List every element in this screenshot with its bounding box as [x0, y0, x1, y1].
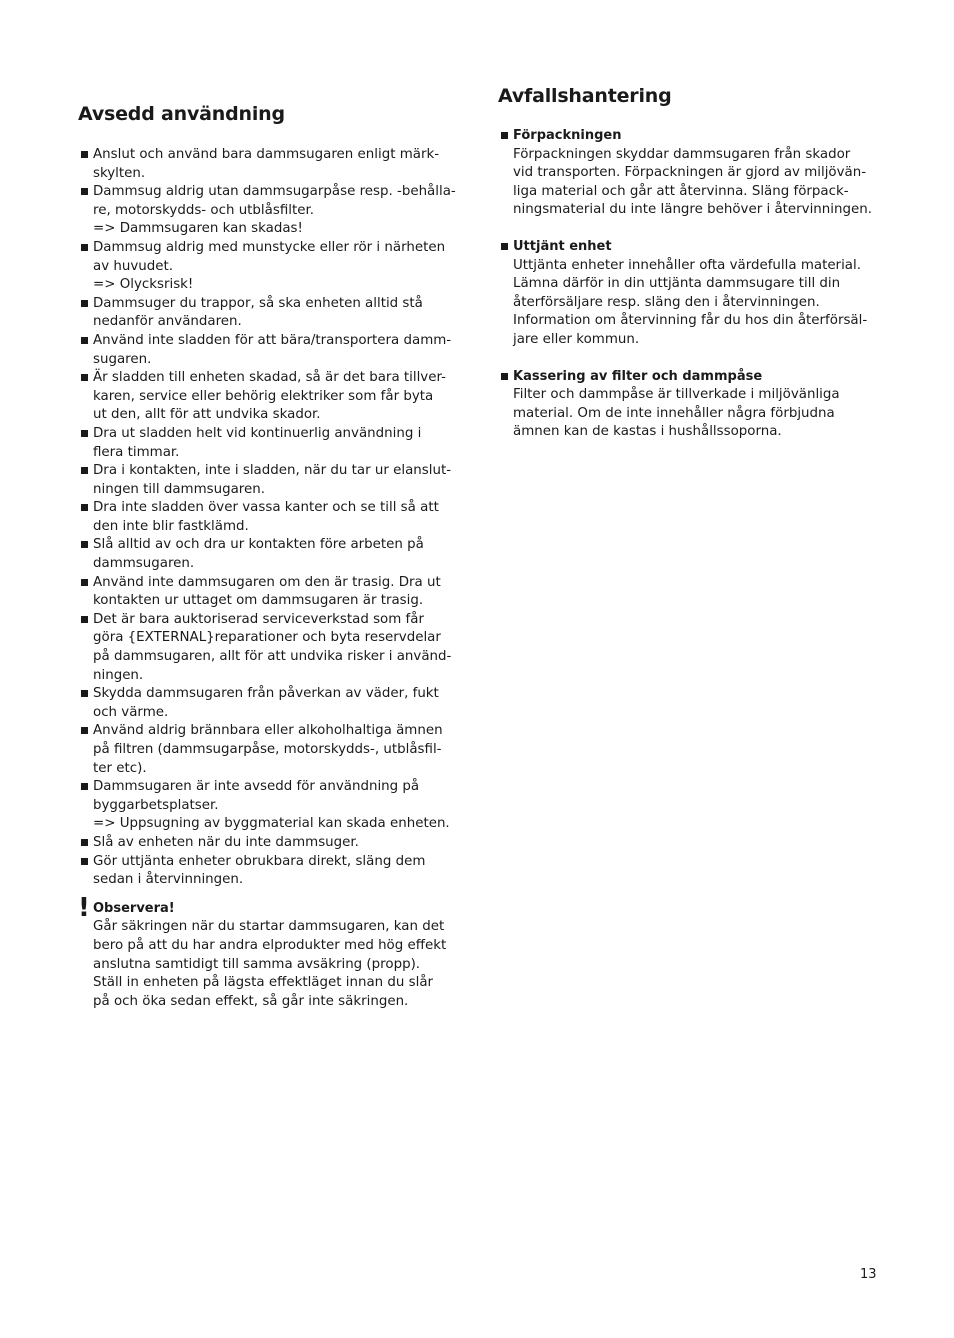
list-item: [78, 853, 463, 890]
intended-use-column: [78, 102, 463, 1011]
list-item-text: Slå av enheten när du inte dammsuger.: [93, 834, 359, 850]
bullet-square-icon: [81, 337, 88, 344]
list-item-text: Dammsuger du trappor, så ska enheten alltid stå nedanför användaren.: [93, 295, 423, 330]
list-item-text: Gör uttjänta enheter obrukbara direkt, släng dem sedan i återvinningen.: [93, 853, 426, 888]
bullet-square-icon: [501, 243, 508, 250]
bullet-square-icon: [81, 839, 88, 846]
bullet-square-icon: [81, 188, 88, 195]
list-item: [78, 295, 463, 332]
list-item: [78, 239, 463, 295]
section-title: Uttjänt enhet: [513, 238, 612, 254]
bullet-square-icon: [81, 579, 88, 586]
list-item: [78, 499, 463, 536]
list-item: [78, 611, 463, 685]
section-body: Filter och dammpåse är tillverkade i miljövänliga material. Om de inte innehåller några förbjudna ämnen kan de kastas i hushållssoporna.: [513, 387, 840, 440]
list-item-text: Använd inte dammsugaren om den är trasig. Dra ut kontakten ur uttaget om dammsugaren är trasig.: [93, 574, 441, 609]
bullet-square-icon: [81, 467, 88, 474]
list-item: [78, 778, 463, 834]
packaging-section: [498, 127, 883, 220]
list-item: [78, 183, 463, 239]
bullet-square-icon: [501, 132, 508, 139]
caution-title: Observera!: [93, 900, 175, 916]
list-item-text: Dammsugaren är inte avsedd för användning på byggarbetsplatser. => Uppsugning av byggmaterial kan skada enheten.: [93, 779, 450, 832]
list-item-text: Dammsug aldrig utan dammsugarpåse resp. -behålla- re, motorskydds- och utblåsfilter. => Dammsugaren kan skadas!: [93, 184, 456, 237]
bullet-square-icon: [81, 616, 88, 623]
section-title: Kassering av filter och dammpåse: [513, 368, 763, 384]
list-item-text: Det är bara auktoriserad serviceverkstad som får göra {EXTERNAL}reparationer och byta reservdelar på dammsugaren, allt för att undvika risker i använd- ningen.: [93, 611, 452, 683]
exclamation-icon: !: [78, 892, 90, 923]
list-item: [78, 462, 463, 499]
list-item-text: Anslut och använd bara dammsugaren enligt märk- skylten.: [93, 147, 440, 181]
list-item: [78, 425, 463, 462]
bullet-square-icon: [81, 374, 88, 381]
filter-disposal-section: [498, 368, 883, 442]
bullet-square-icon: [81, 244, 88, 251]
page-number: 13: [860, 1267, 877, 1282]
bullet-square-icon: [81, 858, 88, 865]
list-item: [78, 536, 463, 573]
list-item-text: Slå alltid av och dra ur kontakten före arbeten på dammsugaren.: [93, 537, 424, 572]
list-item-text: Använd inte sladden för att bära/transportera damm- sugaren.: [93, 332, 452, 367]
bullet-square-icon: [81, 783, 88, 790]
bullet-square-icon: [81, 727, 88, 734]
list-item-text: Skydda dammsugaren från påverkan av väder, fukt och värme.: [93, 686, 439, 720]
list-item-text: Är sladden till enheten skadad, så är det bara tillver- karen, service eller behörig elektriker som får byta ut den, allt för att undvika skador.: [93, 370, 446, 423]
bullet-square-icon: [81, 504, 88, 511]
list-item: [78, 574, 463, 611]
bullet-square-icon: [81, 151, 88, 158]
bullet-square-icon: [81, 541, 88, 548]
old-appliance-section: [498, 238, 883, 350]
bullet-square-icon: [81, 430, 88, 437]
section-title: Förpackningen: [513, 128, 622, 143]
intended-use-heading: Avsedd användning: [78, 103, 285, 125]
list-item: [78, 332, 463, 369]
bullet-square-icon: [501, 373, 508, 380]
list-item: [78, 146, 463, 183]
bullet-square-icon: [81, 690, 88, 697]
intended-use-list: [78, 146, 463, 890]
disposal-column: [498, 84, 883, 460]
list-item: [78, 369, 463, 425]
disposal-heading: Avfallshantering: [498, 85, 672, 107]
list-item: [78, 685, 463, 722]
list-item: [78, 722, 463, 778]
list-item-text: Dammsug aldrig med munstycke eller rör i närheten av huvudet. => Olycksrisk!: [93, 239, 446, 293]
section-body: Uttjänta enheter innehåller ofta värdefulla material. Lämna därför in din uttjänta dammsugare till din återförsäljare resp. släng den i återvinningen. Information om återvinning får du hos din återförsäl- jare eller kommun.: [513, 257, 868, 347]
section-body: Förpackningen skyddar dammsugaren från skador vid transporten. Förpackningen är gjord av miljövän- liga material och går att återvinna. Släng förpack- ningsmaterial du inte längre behöver i återvinningen.: [513, 146, 872, 218]
caution-body: Går säkringen när du startar dammsugaren, kan det bero på att du har andra elprodukter med hög effekt anslutna samtidigt till samma avsäkring (propp). Ställ in enheten på lägsta effektläget innan du slår på och öka sedan effekt, så går inte säkringen.: [93, 919, 447, 1009]
list-item-text: Dra ut sladden helt vid kontinuerlig användning i flera timmar.: [93, 425, 422, 460]
list-item-text: Använd aldrig brännbara eller alkoholhaltiga ämnen på filtren (dammsugarpåse, motorskydds-, utblåsfil- ter etc).: [93, 723, 443, 776]
bullet-square-icon: [81, 300, 88, 307]
list-item: [78, 834, 463, 853]
list-item-text: Dra i kontakten, inte i sladden, när du tar ur elanslut- ningen till dammsugaren.: [93, 463, 452, 497]
list-item-text: Dra inte sladden över vassa kanter och se till så att den inte blir fastklämd.: [93, 500, 439, 534]
caution-note: [78, 892, 463, 1012]
